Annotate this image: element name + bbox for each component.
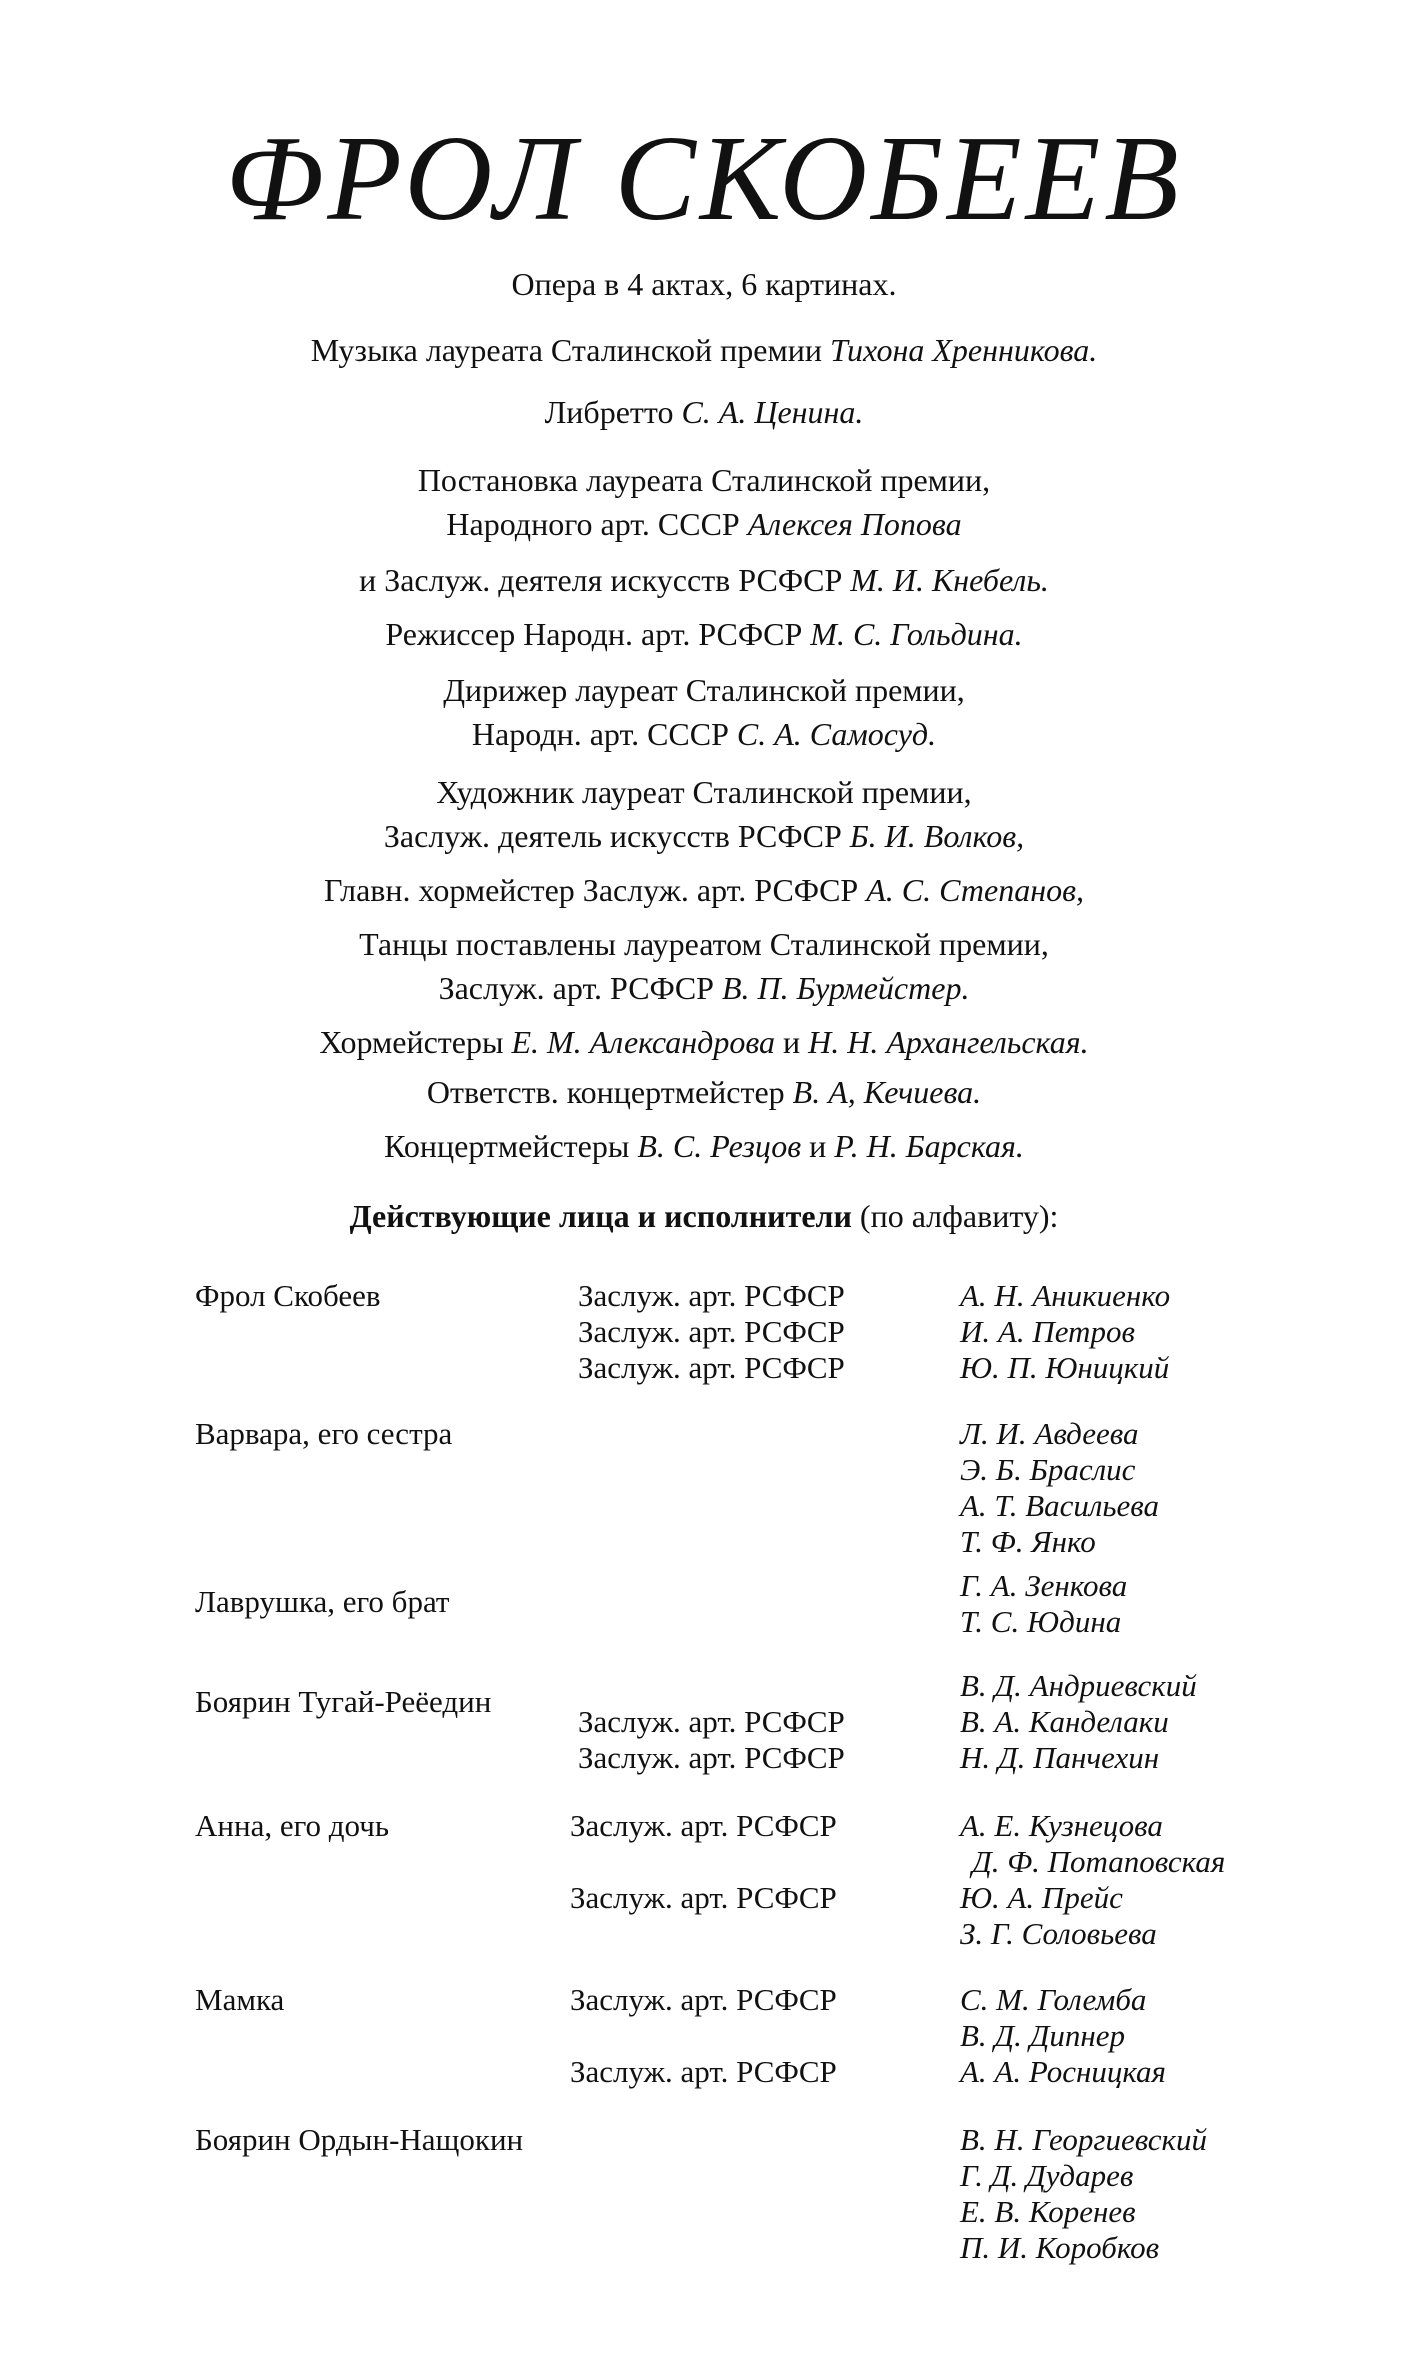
staging-label-3: и Заслуж. деятеля искусств РСФСР [359,562,843,598]
artist-label-2: Заслуж. деятель искусств РСФСР [383,818,842,854]
cast-heading [0,1196,1408,1236]
accomp-head-label: Ответств. концертмейстер [426,1074,785,1110]
chorus-label: Главн. хормейстер Заслуж. арт. РСФСР [324,872,859,908]
music-label: Музыка лауреата Сталинской премии [310,332,822,368]
cast-performer: А. А. Росницкая [960,2054,1166,2089]
cast-title: Заслуж. арт. РСФСР [570,1808,837,1843]
accomp-name-2: Р. Н. Барская. [834,1128,1024,1164]
chorusmasters-credit [0,1022,1408,1062]
chorusmasters-name-2: Н. Н. Архангельская. [808,1024,1089,1060]
staging-label-2: Народного арт. СССР [446,506,740,542]
conductor-line-2 [0,714,1408,754]
cast-role-tugai: Боярин Тугай-Реёедин [195,1684,492,1719]
cast-role-anna: Анна, его дочь [195,1808,389,1843]
opera-description: Опера в 4 актах, 6 картинах. [511,266,897,302]
cast-performer: З. Г. Соловьева [960,1916,1157,1951]
chorus-name: А. С. Степанов, [866,872,1084,908]
staging-line-2 [0,504,1408,544]
accomp-head-name: В. А, Кечиева. [792,1074,982,1110]
director-label: Режиссер Народн. арт. РСФСР [385,616,803,652]
cast-performer: И. А. Петров [960,1314,1135,1349]
cast-performer: Е. В. Коренев [960,2194,1136,2229]
cast-title: Заслуж. арт. РСФСР [578,1278,845,1313]
cast-title: Заслуж. арт. РСФСР [578,1314,845,1349]
chorusmasters-name-1: Е. М. Александрова [511,1024,776,1060]
dance-label-2: Заслуж. арт. РСФСР [438,970,714,1006]
staging-line-3 [0,560,1408,600]
libretto-label: Либретто [544,394,674,430]
accomp-head-credit [0,1072,1408,1112]
cast-performer: С. М. Големба [960,1982,1147,2017]
cast-performer: В. А. Канделаки [960,1704,1169,1739]
accomp-and: и [809,1128,827,1164]
cast-title: Заслуж. арт. РСФСР [578,1704,845,1739]
artist-name: Б. И. Волков, [849,818,1025,854]
staging-name-1: Алексея Попова [747,506,962,542]
libretto-credit [0,392,1408,432]
cast-performer: Э. Б. Браслис [960,1452,1136,1487]
cast-performer: Г. Д. Дударев [960,2158,1134,2193]
cast-performer: В. Н. Георгиевский [960,2122,1208,2157]
staging-line-1: Постановка лауреата Сталинской премии, [417,462,991,498]
libretto-name: С. А. Ценина. [681,394,864,430]
conductor-label-2: Народн. арт. СССР [471,716,729,752]
opera-title: ФРОЛ СКОБЕЕВ [225,111,1183,246]
cast-performer: Т. С. Юдина [960,1604,1122,1639]
cast-role-lavrushka: Лаврушка, его брат [195,1584,450,1619]
conductor-line-1: Дирижер лауреат Сталинской премии, [443,672,965,708]
cast-performer: Т. Ф. Янко [960,1524,1096,1559]
artist-line-2 [0,816,1408,856]
director-credit [0,614,1408,654]
cast-performer: Г. А. Зенкова [960,1568,1128,1603]
cast-role-mamka: Мамка [195,1982,285,2017]
cast-role-varvara: Варвара, его сестра [195,1416,453,1451]
music-name: Тихона Хренникова. [830,332,1098,368]
conductor-name: С. А. Самосуд. [736,716,937,752]
cast-performer: Н. Д. Панчехин [960,1740,1160,1775]
cast-performer: А. Т. Васильева [960,1488,1160,1523]
cast-performer: Ю. А. Прейс [960,1880,1123,1915]
cast-performer: Ю. П. Юницкий [960,1350,1170,1385]
dance-line-1: Танцы поставлены лауреатом Сталинской премии, [359,926,1049,962]
director-name: М. С. Гольдина. [810,616,1023,652]
cast-title: Заслуж. арт. РСФСР [578,1740,845,1775]
artist-line-1: Художник лауреат Сталинской премии, [436,774,972,810]
accomp-credit [0,1126,1408,1166]
cast-role-ordyn: Боярин Ордын-Нащокин [195,2122,524,2157]
cast-performer: А. Е. Кузнецова [960,1808,1163,1843]
music-credit [0,330,1408,370]
cast-performer: В. Д. Дипнер [960,2018,1126,2053]
cast-performer: А. Н. Аникиенко [960,1278,1171,1313]
accomp-label: Концертмейстеры [384,1128,630,1164]
chorusmasters-label: Хормейстеры [319,1024,504,1060]
cast-title: Заслуж. арт. РСФСР [570,1982,837,2017]
cast-performer: Л. И. Авдеева [960,1416,1139,1451]
chorus-credit [0,870,1408,910]
cast-title: Заслуж. арт. РСФСР [578,1350,845,1385]
cast-performer: В. Д. Андриевский [960,1668,1197,1703]
dance-name: В. П. Бурмейстер. [721,970,970,1006]
cast-title: Заслуж. арт. РСФСР [570,1880,837,1915]
chorusmasters-and: и [783,1024,801,1060]
cast-heading-rest: (по алфавиту): [859,1198,1059,1234]
cast-performer: П. И. Коробков [960,2230,1160,2265]
cast-heading-bold: Действующие лица и исполнители [349,1198,852,1234]
staging-name-2: М. И. Кнебель. [850,562,1049,598]
dance-line-2 [0,968,1408,1008]
cast-title: Заслуж. арт. РСФСР [570,2054,837,2089]
cast-role-frol: Фрол Скобеев [195,1278,381,1313]
cast-performer: Д. Ф. Потаповская [972,1844,1226,1879]
accomp-name-1: В. С. Резцов [637,1128,802,1164]
